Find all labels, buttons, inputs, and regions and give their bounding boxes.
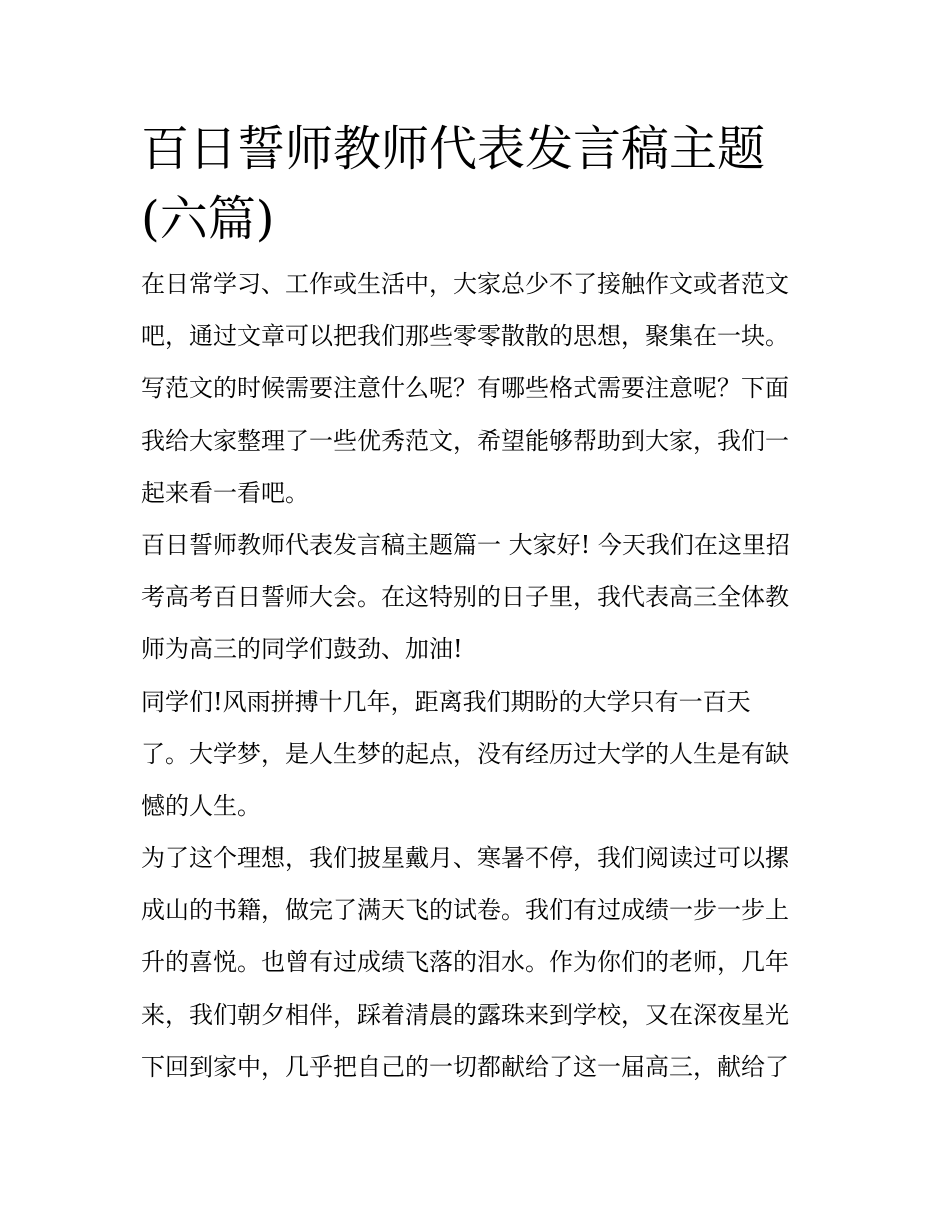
text-line: 为了这个理想，我们披星戴月、寒暑不停，我们阅读过可以摞	[141, 844, 789, 873]
text-line: 升的喜悦。也曾有过成绩飞落的泪水。作为你们的老师，几年	[141, 948, 789, 977]
paragraph-university-dream	[141, 683, 813, 826]
paragraph-speech-opening	[141, 526, 813, 669]
text-line: 了。大学梦，是人生梦的起点，没有经历过大学的人生是有缺	[141, 739, 789, 768]
text-line: 来，我们朝夕相伴，踩着清晨的露珠来到学校，又在深夜星光	[141, 1000, 789, 1029]
text-line: 考高考百日誓师大会。在这特别的日子里，我代表高三全体教	[141, 583, 789, 612]
text-line: 成山的书籍，做完了满天飞的试卷。我们有过成绩一步一步上	[141, 896, 789, 925]
text-line: 吧，通过文章可以把我们那些零零散散的思想，聚集在一块。	[141, 322, 789, 351]
text-line: 起来看一看吧。	[141, 478, 309, 507]
paragraph-intro	[141, 265, 813, 513]
document-title	[141, 114, 813, 254]
text-line: 我给大家整理了一些优秀范文，希望能够帮助到大家，我们一	[141, 426, 789, 455]
text-line: 师为高三的同学们鼓劲、加油!	[141, 635, 463, 664]
text-line: 写范文的时候需要注意什么呢？有哪些格式需要注意呢？下面	[141, 374, 789, 403]
text-line: 同学们!风雨拼搏十几年，距离我们期盼的大学只有一百天	[141, 687, 751, 716]
title-line: (六篇)	[141, 191, 275, 247]
document-content	[141, 114, 813, 1100]
text-line: 百日誓师教师代表发言稿主题篇一 大家好! 今天我们在这里招	[141, 530, 790, 559]
text-line: 下回到家中，几乎把自己的一切都献给了这一届高三，献给了	[141, 1052, 789, 1081]
text-line: 憾的人生。	[141, 791, 261, 820]
text-line: 在日常学习、工作或生活中，大家总少不了接触作文或者范文	[141, 270, 789, 298]
paragraph-ideal	[141, 839, 813, 1087]
title-line: 百日誓师教师代表发言稿主题	[141, 121, 766, 177]
